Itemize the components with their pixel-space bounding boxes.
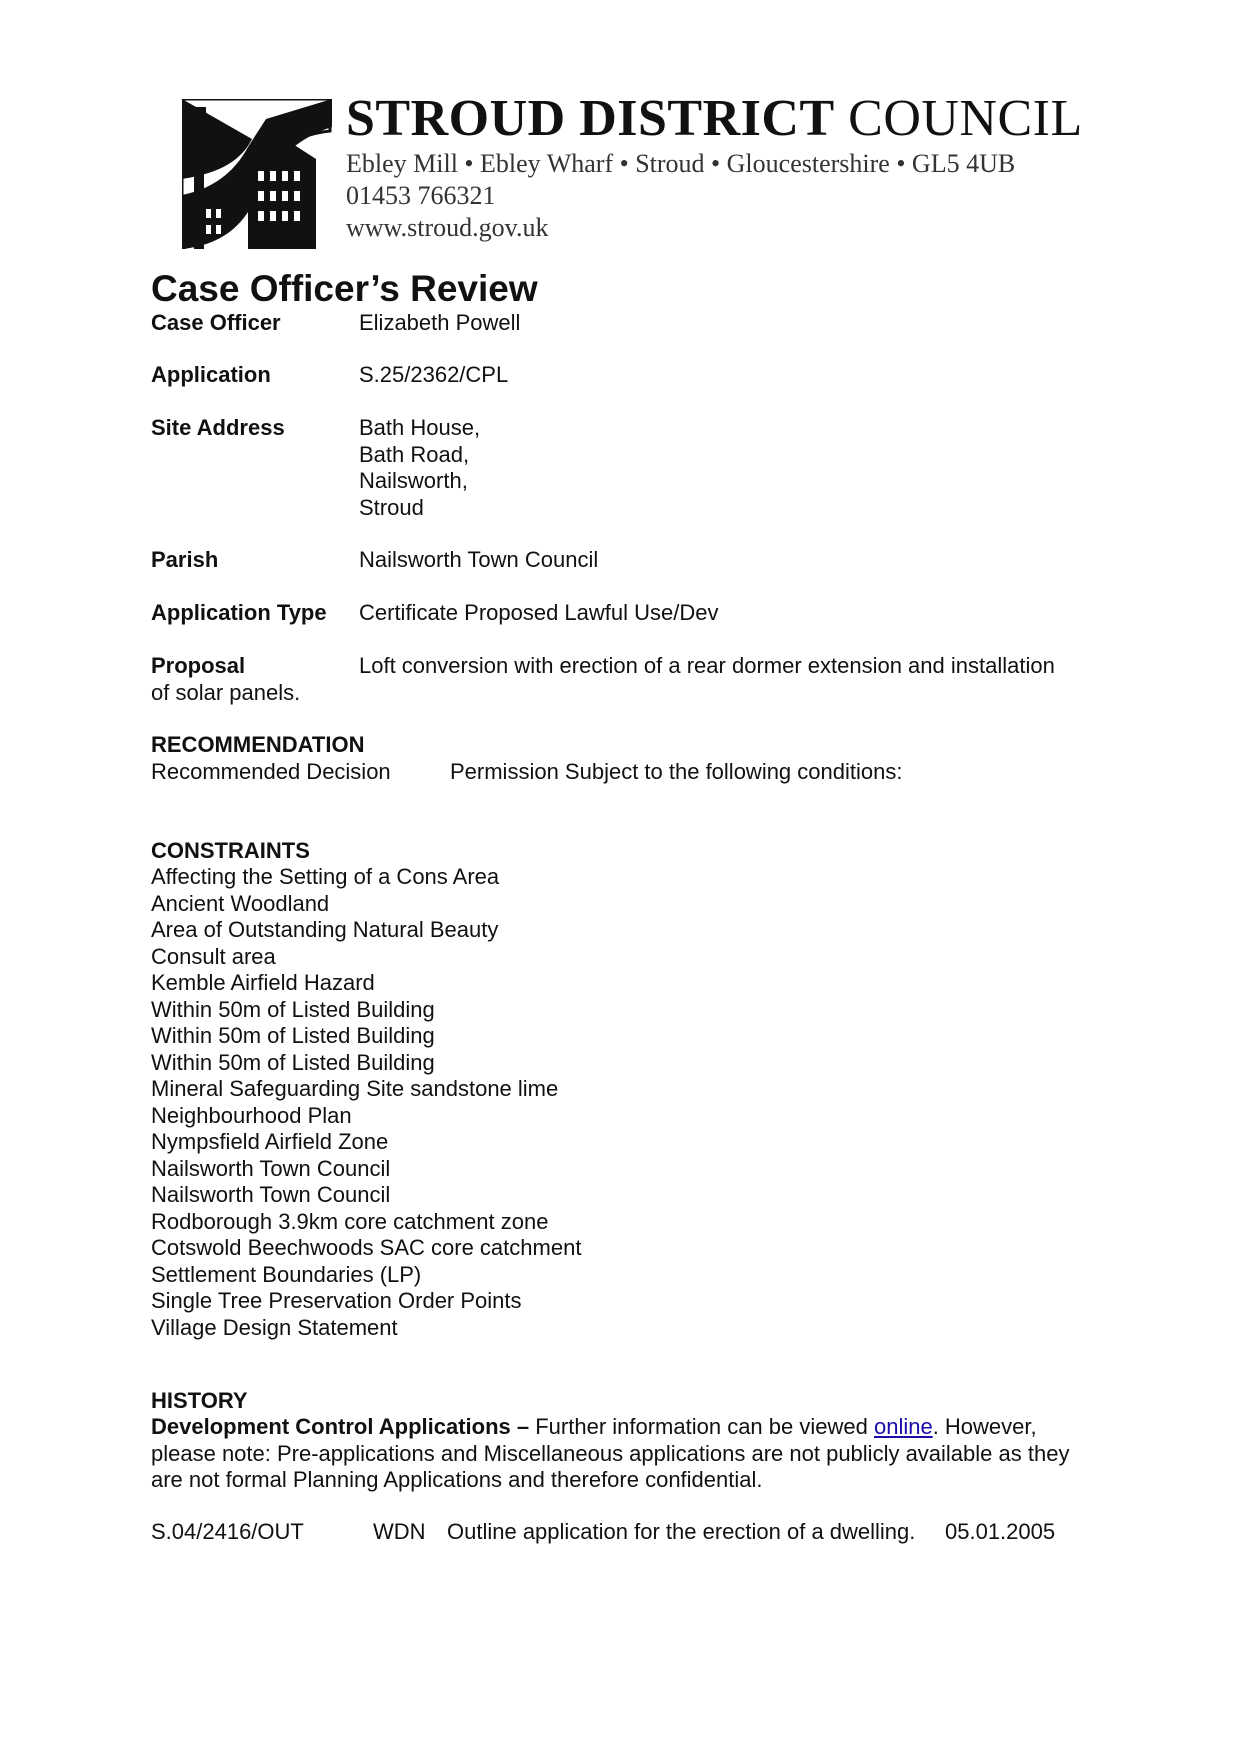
list-item: Within 50m of Listed Building (151, 996, 435, 1022)
proposal-value: Loft conversion with erection of a rear dormer extension and installation (359, 653, 1055, 678)
site-address-label: Site Address (151, 415, 285, 440)
history-intro-text: Further information can be viewed (529, 1414, 874, 1439)
parish-value: Nailsworth Town Council (359, 547, 599, 572)
site-address-line: Bath Road, (359, 441, 470, 467)
org-name-regular: COUNCIL (848, 90, 1083, 147)
org-header (346, 90, 1083, 244)
list-item: Village Design Statement (151, 1314, 398, 1340)
list-item: Neighbourhood Plan (151, 1102, 352, 1128)
site-address-line: Nailsworth, (359, 468, 468, 493)
site-address-line: Stroud (359, 494, 424, 520)
history-intro-after-link: . However, please note: Pre-applications and Miscellaneous applications are not publicly available as they are not formal Planning Applications and therefore confidential. (151, 1414, 1070, 1492)
application-type-value: Certificate Proposed Lawful Use/Dev (359, 600, 719, 625)
history-decision: WDN (373, 1519, 426, 1544)
list-item: Mineral Safeguarding Site sandstone lime (151, 1076, 559, 1101)
constraints-list (151, 864, 1096, 1341)
site-address-line: Bath House, (359, 415, 481, 440)
org-name-bold: STROUD DISTRICT (346, 90, 835, 147)
history-intro (151, 1414, 1096, 1494)
list-item: Ancient Woodland (151, 890, 330, 916)
case-officer-label: Case Officer (151, 310, 281, 335)
proposal-label: Proposal (151, 653, 246, 678)
list-item: Settlement Boundaries (LP) (151, 1261, 422, 1287)
page-title: Case Officer’s Review (151, 268, 538, 309)
council-logo (182, 99, 332, 249)
org-address: Ebley Mill • Ebley Wharf • Stroud • Gloucestershire • GL5 4UB (346, 149, 1016, 178)
list-item: Within 50m of Listed Building (151, 1049, 435, 1075)
online-link[interactable]: online (873, 1414, 933, 1439)
org-name (346, 90, 1083, 148)
constraints-heading: CONSTRAINTS (151, 838, 310, 863)
list-item: Rodborough 3.9km core catchment zone (151, 1208, 549, 1234)
list-item: Nailsworth Town Council (151, 1155, 391, 1181)
recommended-decision-label: Recommended Decision (151, 759, 391, 784)
list-item: Kemble Airfield Hazard (151, 970, 375, 995)
application-value: S.25/2362/CPL (359, 362, 509, 387)
list-item: Affecting the Setting of a Cons Area (151, 864, 500, 889)
list-item: Nympsfield Airfield Zone (151, 1129, 389, 1154)
history-description: Outline application for the erection of a dwelling. (447, 1519, 916, 1544)
case-officer-value: Elizabeth Powell (359, 310, 521, 335)
history-reference: S.04/2416/OUT (151, 1519, 304, 1544)
list-item: Area of Outstanding Natural Beauty (151, 917, 499, 942)
proposal-value-continued: of solar panels. (151, 680, 301, 705)
recommendation-heading: RECOMMENDATION (151, 732, 365, 757)
list-item: Consult area (151, 943, 276, 969)
history-date: 05.01.2005 (945, 1519, 1056, 1544)
org-phone: 01453 766321 (346, 181, 496, 210)
org-website: www.stroud.gov.uk (346, 213, 549, 242)
list-item: Nailsworth Town Council (151, 1182, 391, 1207)
history-intro-bold: Development Control Applications – (151, 1414, 530, 1439)
list-item: Cotswold Beechwoods SAC core catchment (151, 1235, 582, 1260)
list-item: Within 50m of Listed Building (151, 1023, 435, 1048)
list-item: Single Tree Preservation Order Points (151, 1288, 522, 1313)
parish-label: Parish (151, 547, 219, 572)
recommended-decision-value: Permission Subject to the following conditions: (450, 759, 903, 784)
application-type-label: Application Type (151, 600, 327, 625)
application-label: Application (151, 362, 271, 387)
history-heading: HISTORY (151, 1388, 248, 1413)
